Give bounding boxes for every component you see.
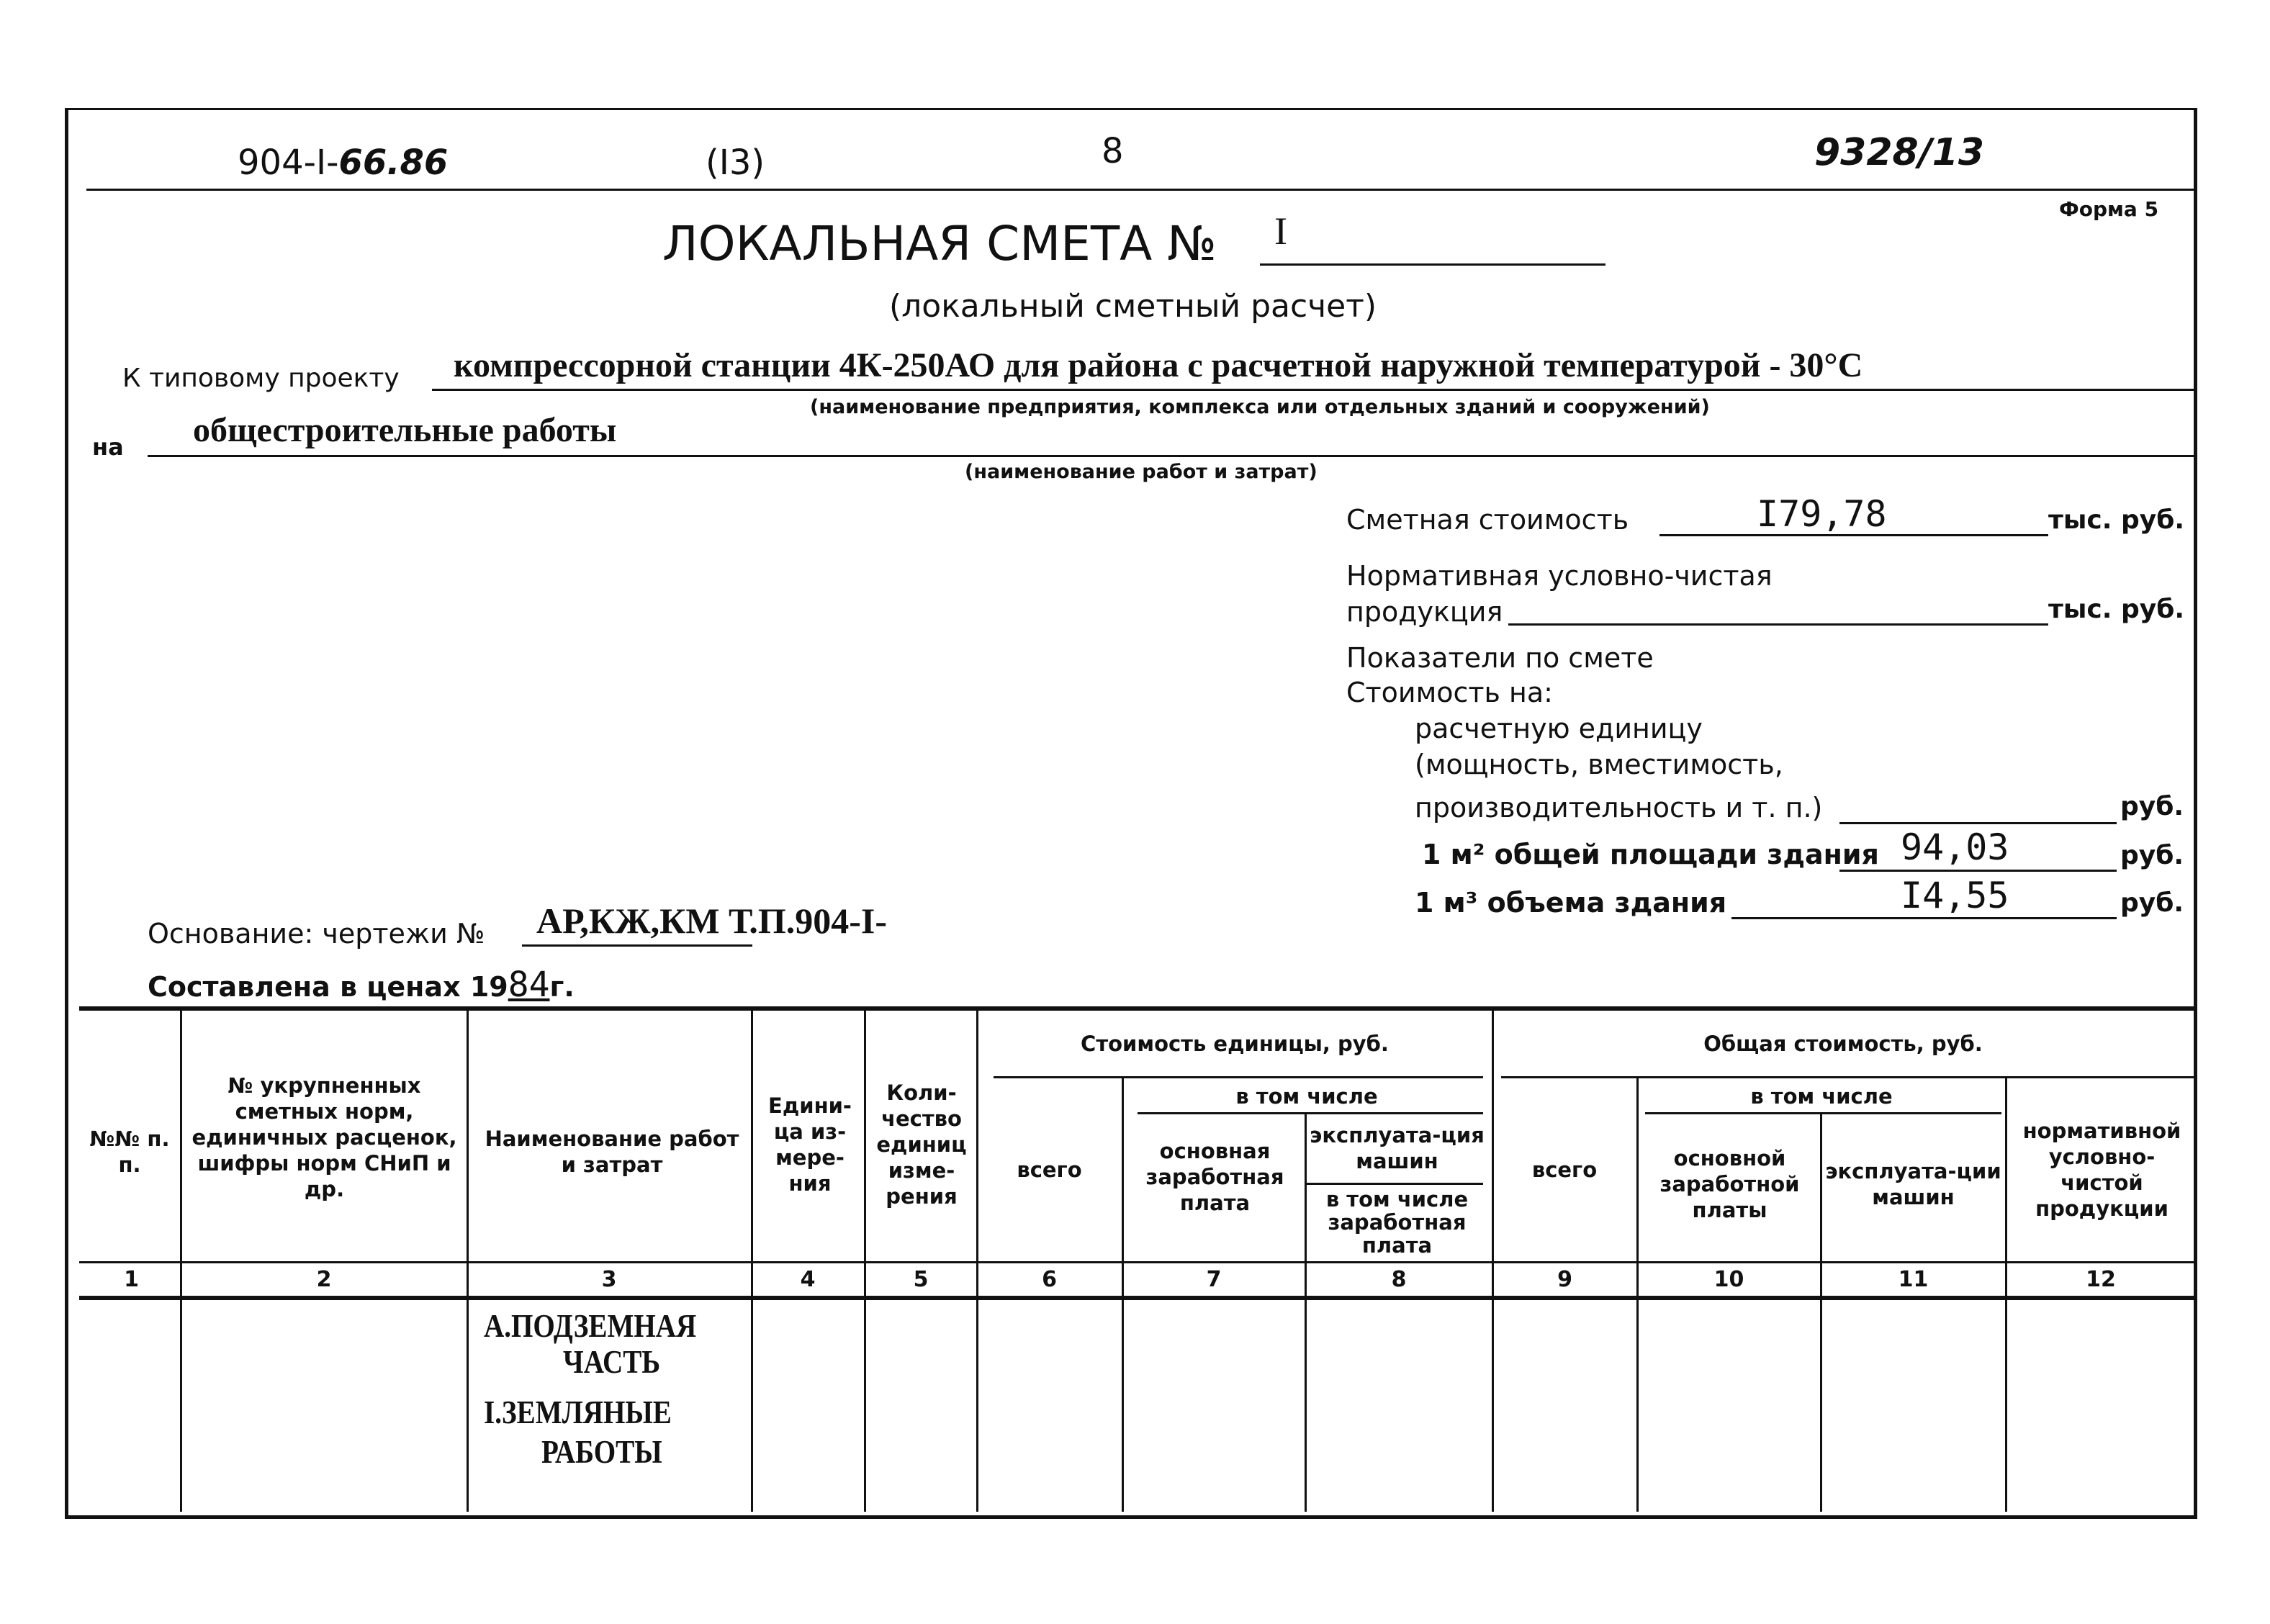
column-number: 7 [1206, 1266, 1222, 1292]
column-number: 9 [1557, 1266, 1572, 1292]
header-total-incl: в том числе [1750, 1083, 1893, 1109]
section-1-line-2: РАБОТЫ [541, 1433, 662, 1470]
header-unit-incl: в том числе [1235, 1083, 1378, 1109]
table-top-rule [79, 1006, 2196, 1011]
basis-value: АР,КЖ,КМ Т.П.904-I- [536, 901, 888, 941]
prices-suffix: г. [549, 971, 575, 1003]
col-divider-9 [1636, 1076, 1639, 1512]
basis-label: Основание: чертежи № [148, 918, 485, 949]
column-number: 12 [2086, 1266, 2116, 1292]
header-col10: основной заработной платы [1659, 1146, 1800, 1222]
project-code-print: 904-I- [238, 143, 339, 183]
unit-line-3: производительность и т. п.) [1415, 792, 1823, 824]
header-rule [86, 189, 2197, 191]
header-col9: всего [1531, 1158, 1598, 1182]
project-underline [432, 389, 2196, 391]
cost-value: I79,78 [1757, 493, 1887, 535]
form-label: Форма 5 [2059, 197, 2159, 221]
header-col12: нормативной условно-чистой продукции [2022, 1119, 2181, 1221]
header-col8-bottom: в том числе заработная плата [1325, 1187, 1469, 1258]
header-col6: всего [1017, 1158, 1082, 1182]
column-number: 1 [124, 1266, 139, 1292]
prices-label: Составлена в ценах 19 [148, 971, 508, 1003]
column-number: 2 [316, 1266, 332, 1292]
header-col8-top: эксплуата-ция машин [1310, 1123, 1485, 1173]
project-code-handwritten: 66.86 [338, 143, 449, 183]
col-divider-8 [1492, 1008, 1494, 1512]
header-unit-cost-group: Стоимость единицы, руб. [1081, 1032, 1389, 1056]
area-underline [1839, 870, 2117, 872]
cost-unit: тыс. руб. [2048, 505, 2185, 535]
document-title [662, 216, 1217, 271]
header-col7: основная заработная плата [1145, 1139, 1284, 1215]
col-divider-4 [864, 1008, 866, 1512]
volume-underline [1731, 917, 2117, 919]
column-number: 6 [1042, 1266, 1057, 1292]
on-caption: (наименование работ и затрат) [965, 461, 1318, 483]
column-number-bottom-rule [79, 1296, 2196, 1300]
cost-label: Сметная стоимость [1346, 504, 1629, 536]
column-number-top-rule [79, 1261, 2196, 1263]
col-divider-5 [976, 1008, 978, 1512]
project-value: компрессорной станции 4К-250АО для района с расчетной наружной температурой - 30°С [454, 346, 1863, 384]
sheet-code: (I3) [706, 143, 765, 183]
section-1-line-1: I.ЗЕМЛЯНЫЕ [484, 1394, 672, 1430]
area-unit: руб. [2120, 841, 2184, 870]
normative-label-2: продукция [1346, 596, 1503, 628]
archive-number: 9328/13 [1814, 131, 1985, 174]
title-text: ЛОКАЛЬНАЯ СМЕТА № [662, 216, 1217, 271]
prices-year: 84 [508, 965, 550, 1005]
section-a-line-2: ЧАСТЬ [563, 1343, 661, 1380]
volume-unit: руб. [2120, 888, 2184, 918]
page-number: 8 [1102, 131, 1124, 171]
indicators-label: Показатели по смете [1346, 642, 1654, 674]
area-label: 1 м² общей площади здания [1422, 839, 1879, 870]
prices-line [148, 965, 575, 1005]
column-number: 8 [1391, 1266, 1407, 1292]
header-col1: №№ п. п. [89, 1127, 170, 1177]
col-divider-1 [180, 1008, 182, 1512]
basis-underline [522, 944, 752, 947]
col-divider-10 [1820, 1112, 1822, 1512]
document-subtitle: (локальный сметный расчет) [889, 288, 1377, 325]
unit-line-2: (мощность, вместимость, [1415, 749, 1783, 780]
header-col11: эксплуата-ции машин [1825, 1159, 2001, 1209]
on-value: общестроительные работы [193, 411, 617, 449]
col-divider-6 [1122, 1076, 1124, 1512]
normative-underline [1508, 623, 2048, 626]
column-number: 4 [800, 1266, 816, 1292]
on-underline [148, 455, 2196, 457]
col8-split-rule [1307, 1183, 1483, 1185]
project-caption: (наименование предприятия, комплекса или отдельных зданий и сооружений) [810, 396, 1710, 418]
header-col3: Наименование работ и затрат [485, 1127, 739, 1177]
project-label: К типовому проекту [122, 364, 400, 393]
normative-unit: тыс. руб. [2048, 595, 2185, 624]
cost-per-label: Стоимость на: [1346, 677, 1553, 708]
header-col5: Коли-чество единиц изме-рения [876, 1081, 967, 1209]
total-incl-rule [1645, 1112, 2001, 1114]
area-value: 94,03 [1901, 826, 2009, 868]
estimate-number-line [1260, 263, 1605, 266]
col-divider-11 [2005, 1076, 2007, 1512]
volume-value: I4,55 [1901, 875, 2009, 916]
unit-line-1: расчетную единицу [1415, 713, 1703, 744]
estimate-number: I [1274, 209, 1287, 253]
header-total-cost-group: Общая стоимость, руб. [1703, 1032, 1983, 1056]
unit-underline [1839, 822, 2117, 824]
header-col4: Едини-ца из-мере-ния [768, 1093, 852, 1196]
column-number: 11 [1898, 1266, 1929, 1292]
volume-label: 1 м³ объема здания [1415, 887, 1727, 919]
section-a-line-1: А.ПОДЗЕМНАЯ [484, 1307, 697, 1344]
column-number: 10 [1713, 1266, 1744, 1292]
col-divider-2 [467, 1008, 469, 1512]
unit-cost-group-rule [994, 1076, 1483, 1078]
project-code [238, 143, 448, 183]
total-cost-group-rule [1501, 1076, 2196, 1078]
unit-currency: руб. [2120, 792, 2184, 821]
col-divider-3 [751, 1008, 753, 1512]
normative-label-1: Нормативная условно-чистая [1346, 560, 1773, 592]
col-divider-7 [1305, 1112, 1307, 1512]
header-col2: № укрупненных сметных норм, единичных расценок, шифры норм СНиП и др. [192, 1073, 457, 1201]
unit-incl-rule [1138, 1112, 1483, 1114]
column-number: 5 [913, 1266, 929, 1292]
column-number: 3 [601, 1266, 617, 1292]
on-label: на [92, 433, 124, 461]
